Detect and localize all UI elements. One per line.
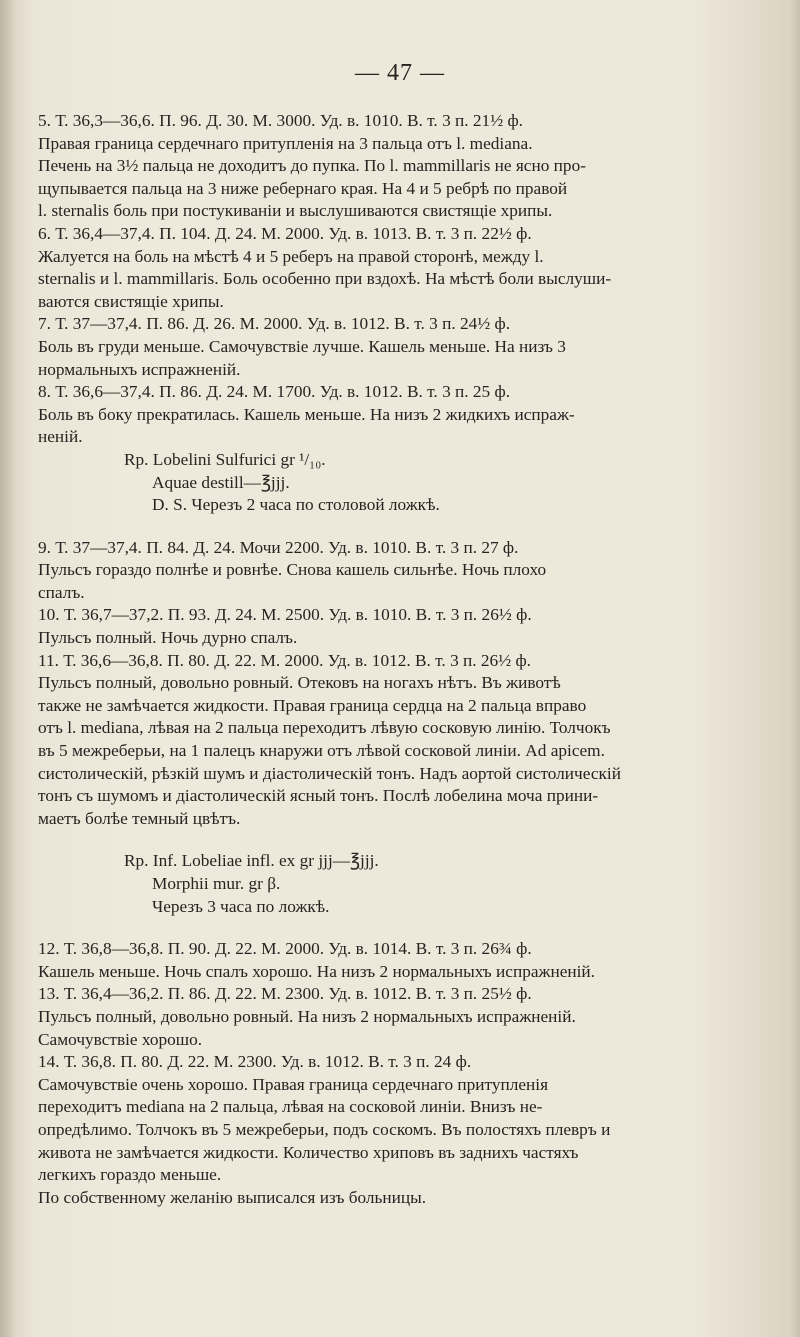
page-left-edge-shadow	[0, 0, 16, 1337]
entry-line: щупывается пальца на 3 ниже ребернаго края. На 4 и 5 ребрѣ по правой	[38, 178, 568, 198]
entry-line: въ 5 межреберьи, на 1 палецъ кнаружи отъ лѣвой сосковой линіи. Ad apicem.	[38, 741, 605, 761]
entry-line: переходитъ mediana на 2 пальца, лѣвая на сосковой линіи. Внизъ не-	[38, 1097, 543, 1117]
entry-line: Боль въ груди меньше. Самочувствіе лучше. Кашель меньше. На низъ 3	[38, 336, 566, 356]
entry-line: Правая граница сердечнаго притупленія на 3 пальца отъ l. mediana.	[38, 133, 533, 153]
entry-line: маетъ болѣе темный цвѣтъ.	[38, 808, 241, 828]
entry-line: sternalis и l. mammillaris. Боль особенно при вздохѣ. На мѣстѣ боли выслуши-	[38, 269, 612, 289]
diary-entry	[38, 313, 773, 381]
diary-entry	[38, 938, 773, 983]
entry-line: живота не замѣчается жидкости. Количество хриповъ въ заднихъ частяхъ	[38, 1142, 579, 1162]
diary-entry	[38, 537, 773, 605]
diary-entry	[38, 983, 773, 1051]
prescription-block	[38, 850, 773, 918]
page-body-text	[38, 110, 773, 1209]
entry-line: 11. Т. 36,6—36,8. П. 80. Д. 22. М. 2000. Уд. в. 1012. В. т. 3 п. 26½ ф.	[38, 650, 531, 670]
entry-line: систолическій, рѣзкій шумъ и діастолическій тонъ. Надъ аортой систолическій	[38, 763, 621, 783]
prescription-block	[38, 449, 773, 517]
page-number: — 47 —	[355, 60, 445, 86]
entry-line: 13. Т. 36,4—36,2. П. 86. Д. 22. М. 2300. Уд. в. 1012. В. т. 3 п. 25½ ф.	[38, 984, 532, 1004]
entry-line: Кашель меньше. Ночь спалъ хорошо. На низъ 2 нормальныхъ испражненій.	[38, 961, 595, 981]
section-spacer	[38, 918, 773, 938]
prescription-line: Aquae destill—℥jjj.	[152, 472, 290, 492]
diary-entry	[38, 110, 773, 223]
entry-line: Пульсъ гораздо полнѣе и ровнѣе. Снова кашель сильнѣе. Ночь плохо	[38, 560, 547, 580]
entry-line: 9. Т. 37—37,4. П. 84. Д. 24. Мочи 2200. Уд. в. 1010. В. т. 3 п. 27 ф.	[38, 537, 519, 557]
entry-line: ваются свистящіе хрипы.	[38, 291, 224, 311]
entry-line: Самочувствіе очень хорошо. Правая граница сердечнаго притупленія	[38, 1074, 549, 1094]
entry-line: 7. Т. 37—37,4. П. 86. Д. 26. М. 2000. Уд. в. 1012. В. т. 3 п. 24½ ф.	[38, 314, 511, 334]
entry-line: Пульсъ полный, довольно ровный. На низъ 2 нормальныхъ испражненій.	[38, 1006, 576, 1026]
diary-entry	[38, 650, 773, 831]
diary-entry	[38, 1051, 773, 1209]
section-spacer	[38, 517, 773, 537]
prescription-line: Rp. Inf. Lobeliae infl. ex gr jjj—℥jjj.	[124, 851, 379, 871]
prescription-line: Morphii mur. gr β.	[152, 874, 281, 893]
entry-line: Жалуется на боль на мѣстѣ 4 и 5 реберъ на правой сторонѣ, между l.	[38, 246, 544, 266]
diary-entry	[38, 223, 773, 313]
entry-line: 14. Т. 36,8. П. 80. Д. 22. М. 2300. Уд. в. 1012. В. т. 3 п. 24 ф.	[38, 1052, 472, 1072]
page-right-edge-shadow	[790, 0, 800, 1337]
entry-line: По собственному желанію выписался изъ больницы.	[38, 1187, 427, 1207]
prescription-line: D. S. Черезъ 2 часа по столовой ложкѣ.	[152, 495, 440, 515]
entry-line: нормальныхъ испражненій.	[38, 359, 241, 379]
entry-line: опредѣлимо. Толчокъ въ 5 межреберьи, подъ соскомъ. Въ полостяхъ плевръ и	[38, 1119, 611, 1139]
entry-line: 12. Т. 36,8—36,8. П. 90. Д. 22. М. 2000. Уд. в. 1014. В. т. 3 п. 26¾ ф.	[38, 939, 532, 959]
entry-line: спалъ.	[38, 582, 85, 602]
prescription-line: Черезъ 3 часа по ложкѣ.	[152, 896, 330, 916]
diary-entry	[38, 604, 773, 649]
entry-line: неній.	[38, 427, 83, 447]
entry-line: легкихъ гораздо меньше.	[38, 1165, 222, 1185]
entry-line: 8. Т. 36,6—37,4. П. 86. Д. 24. М. 1700. Уд. в. 1012. В. т. 3 п. 25 ф.	[38, 382, 511, 402]
entry-line: тонъ съ шумомъ и діастолическій ясный тонъ. Послѣ лобелина моча прини-	[38, 786, 599, 806]
entry-line: Самочувствіе хорошо.	[38, 1029, 203, 1049]
entry-line: также не замѣчается жидкости. Правая граница сердца на 2 пальца вправо	[38, 695, 587, 715]
entry-line: 5. Т. 36,3—36,6. П. 96. Д. 30. М. 3000. Уд. в. 1010. В. т. 3 п. 21½ ф.	[38, 111, 523, 130]
diary-entry	[38, 381, 773, 449]
entry-line: отъ l. mediana, лѣвая на 2 пальца переходитъ лѣвую сосковую линію. Толчокъ	[38, 718, 611, 738]
section-spacer	[38, 830, 773, 850]
entry-line: Пульсъ полный, довольно ровный. Отековъ на ногахъ нѣтъ. Въ животѣ	[38, 673, 561, 693]
prescription-line: Rp. Lobelini Sulfurici gr ¹/₁₀.	[124, 449, 326, 469]
entry-line: Пульсъ полный. Ночь дурно спалъ.	[38, 628, 298, 648]
entry-line: Боль въ боку прекратилась. Кашель меньше. На низъ 2 жидкихъ испраж-	[38, 404, 575, 424]
entry-line: Печень на 3½ пальца не доходитъ до пупка. По l. mammillaris не ясно про-	[38, 156, 586, 176]
entry-line: 6. Т. 36,4—37,4. П. 104. Д. 24. М. 2000. Уд. в. 1013. В. т. 3 п. 22½ ф.	[38, 223, 532, 243]
entry-line: l. sternalis боль при постукиваніи и выслушиваются свистящіе хрипы.	[38, 201, 553, 221]
entry-line: 10. Т. 36,7—37,2. П. 93. Д. 24. М. 2500. Уд. в. 1010. В. т. 3 п. 26½ ф.	[38, 605, 532, 625]
